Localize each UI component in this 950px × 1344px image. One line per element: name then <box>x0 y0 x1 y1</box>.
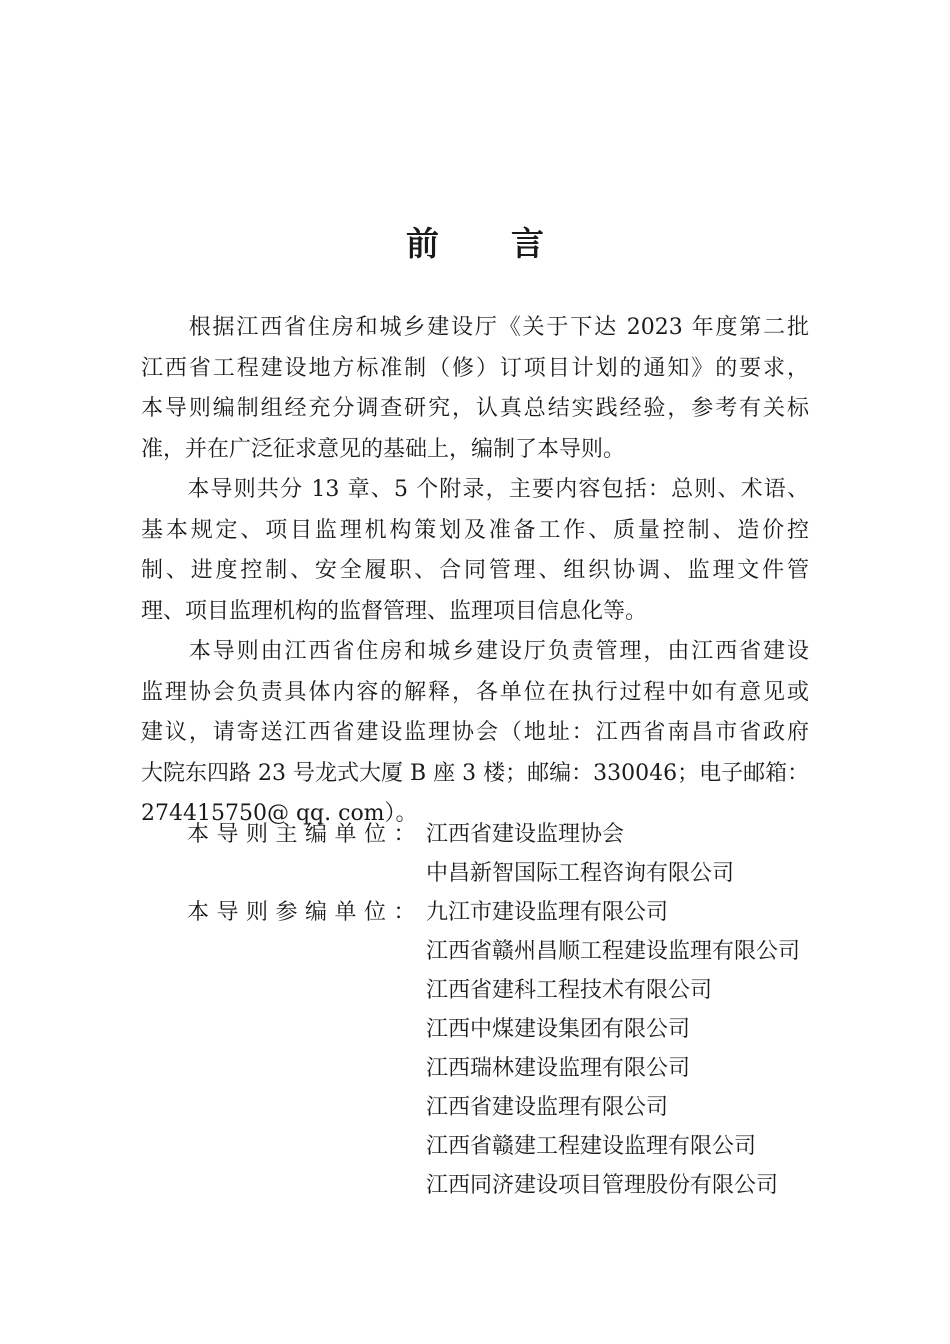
participating-unit-row <box>141 932 809 971</box>
text-line: 本导则共分 13 章、5 个附录，主要内容包括：总则、术语、 <box>141 477 809 502</box>
text-line: 大院东四路 23 号龙式大厦 B 座 3 楼；邮编：330046；电子邮箱： <box>141 760 810 786</box>
unit-name: 江西省赣州昌顺工程建设监理有限公司 <box>426 939 801 964</box>
participating-unit-row <box>141 1127 809 1166</box>
chief-unit-row <box>141 815 809 854</box>
participating-unit-label: 本导则参编单位： <box>187 900 424 925</box>
text-line: 根据江西省住房和城乡建设厅《关于下达 2023 年度第二批 <box>141 315 809 340</box>
editing-units <box>141 815 809 1205</box>
page-title-char-1: 前 <box>406 224 439 263</box>
text-line: 监理协会负责具体内容的解释，各单位在执行过程中如有意见或 <box>141 679 809 705</box>
participating-unit-row <box>141 1049 809 1088</box>
text-line: 江西省工程建设地方标准制（修）订项目计划的通知》的要求， <box>141 355 809 381</box>
participating-unit-row <box>141 1166 809 1205</box>
unit-name: 江西同济建设项目管理股份有限公司 <box>426 1173 779 1198</box>
preface-body <box>141 308 809 835</box>
unit-name: 江西省建设监理协会 <box>426 822 625 847</box>
participating-unit-row <box>141 1088 809 1127</box>
page-title-char-2: 言 <box>511 224 544 263</box>
unit-name: 中昌新智国际工程咨询有限公司 <box>426 861 735 886</box>
unit-name: 江西省建科工程技术有限公司 <box>426 978 713 1003</box>
paragraph-basis <box>141 308 809 470</box>
text-line: 基本规定、项目监理机构策划及准备工作、质量控制、造价控 <box>141 517 809 543</box>
text-line: 准，并在广泛征求意见的基础上，编制了本导则。 <box>141 436 626 462</box>
page-title <box>0 222 950 266</box>
unit-name: 江西省建设监理有限公司 <box>426 1095 669 1120</box>
participating-unit-row <box>141 1010 809 1049</box>
unit-name: 江西省赣建工程建设监理有限公司 <box>426 1134 757 1159</box>
text-line: 本导则由江西省住房和城乡建设厅负责管理，由江西省建设 <box>141 639 809 664</box>
unit-name: 九江市建设监理有限公司 <box>426 900 669 925</box>
paragraph-management <box>141 632 809 835</box>
participating-unit-row <box>141 893 809 932</box>
unit-name: 江西瑞林建设监理有限公司 <box>426 1056 691 1081</box>
paragraph-contents <box>141 470 809 632</box>
chief-unit-label: 本导则主编单位： <box>187 822 424 847</box>
participating-unit-row <box>141 971 809 1010</box>
chief-unit-row <box>141 854 809 893</box>
unit-name: 江西中煤建设集团有限公司 <box>426 1017 691 1042</box>
text-line: 建议，请寄送江西省建设监理协会（地址：江西省南昌市省政府 <box>141 720 809 745</box>
text-line: 理、项目监理机构的监督管理、监理项目信息化等。 <box>141 598 648 624</box>
text-line: 本导则编制组经充分调查研究，认真总结实践经验，参考有关标 <box>141 396 809 421</box>
text-line: 制、进度控制、安全履职、合同管理、组织协调、监理文件管 <box>141 558 809 583</box>
text-line: 274415750@ qq. com）。 <box>141 801 418 826</box>
